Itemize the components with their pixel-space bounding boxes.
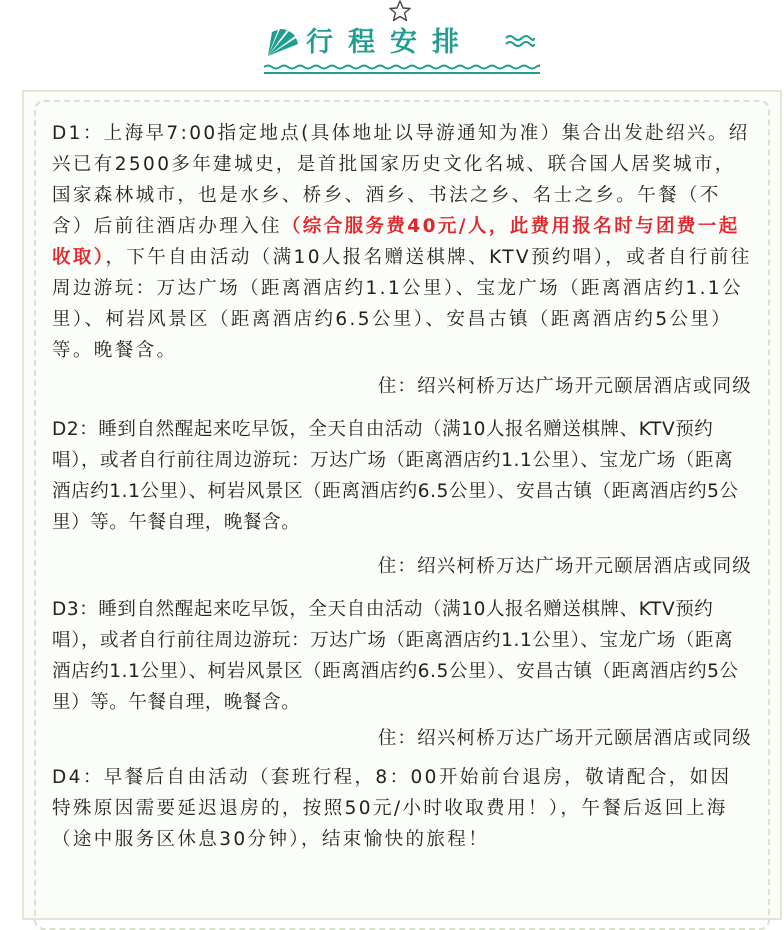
day-2-description: D2：睡到自然醒起来吃早饭，全天自由活动（满10人报名赠送棋牌、KTV预约唱），或者自行前往周边游玩：万达广场（距离酒店约1.1公里）、宝龙广场（距离酒店约1.1公里）、柯岩风景区（距离酒店约6.5公里）、安昌古镇（距离酒店约5公里）等。午餐自理，晚餐含。 [52,419,739,533]
day-1-text-cont: ，下午自由活动（满10人报名赠送棋牌、KTV预约唱），或者自行前往周边游玩：万达广场（距离酒店约1.1公里）、宝龙广场（距离酒店约1.1公里）、柯岩风景区（距离酒店约6.5公里）、安昌古镇（距离酒店约5公里）等。晚餐含。 [52,247,752,361]
day-1-text: D1：上海早7:00指定地点(具体地址以导游通知为准）集合出发赴绍兴。绍兴已有2500多年建城史，是首批国家历史文化名城、联合国人居奖城市，国家森林城市，也是水乡、桥乡、酒乡、书法之乡、名士之乡。午餐（不含）后前往酒店办理入住 [52,123,750,237]
day-3-description: D3：睡到自然醒起来吃早饭，全天自由活动（满10人报名赠送棋牌、KTV预约唱），或者自行前往周边游玩：万达广场（距离酒店约1.1公里）、宝龙广场（距离酒店约1.1公里）、柯岩风景区（距离酒店约6.5公里）、安昌古镇（距离酒店约5公里）等。午餐自理，晚餐含。 [52,599,739,713]
header-rule-decor [264,64,540,76]
title-group [264,24,544,64]
day-3-hotel: 住：绍兴柯桥万达广场开元颐居酒店或同级 [377,728,752,749]
page-title: 行程安排 [306,27,474,58]
fan-decor-icon [264,24,300,60]
section-header [0,0,784,82]
day-1-hotel: 住：绍兴柯桥万达广场开元颐居酒店或同级 [377,376,752,397]
day-4-description: D4：早餐后自由活动（套班行程，8：00开始前台退房，敬请配合，如因特殊原因需要延迟退房的，按照50元/小时收取费用！），午餐后返回上海（途中服务区休息30分钟），结束愉快的旅程！ [52,767,732,850]
service-fee-notice: （综合服务费40元/人，此费用报名时与团费一起收取） [52,216,740,268]
star-icon [387,0,413,22]
wave-decor-icon [505,33,535,51]
itinerary-content [52,118,752,855]
day-1-description [52,118,752,366]
day-2-hotel: 住：绍兴柯桥万达广场开元颐居酒店或同级 [377,556,752,577]
